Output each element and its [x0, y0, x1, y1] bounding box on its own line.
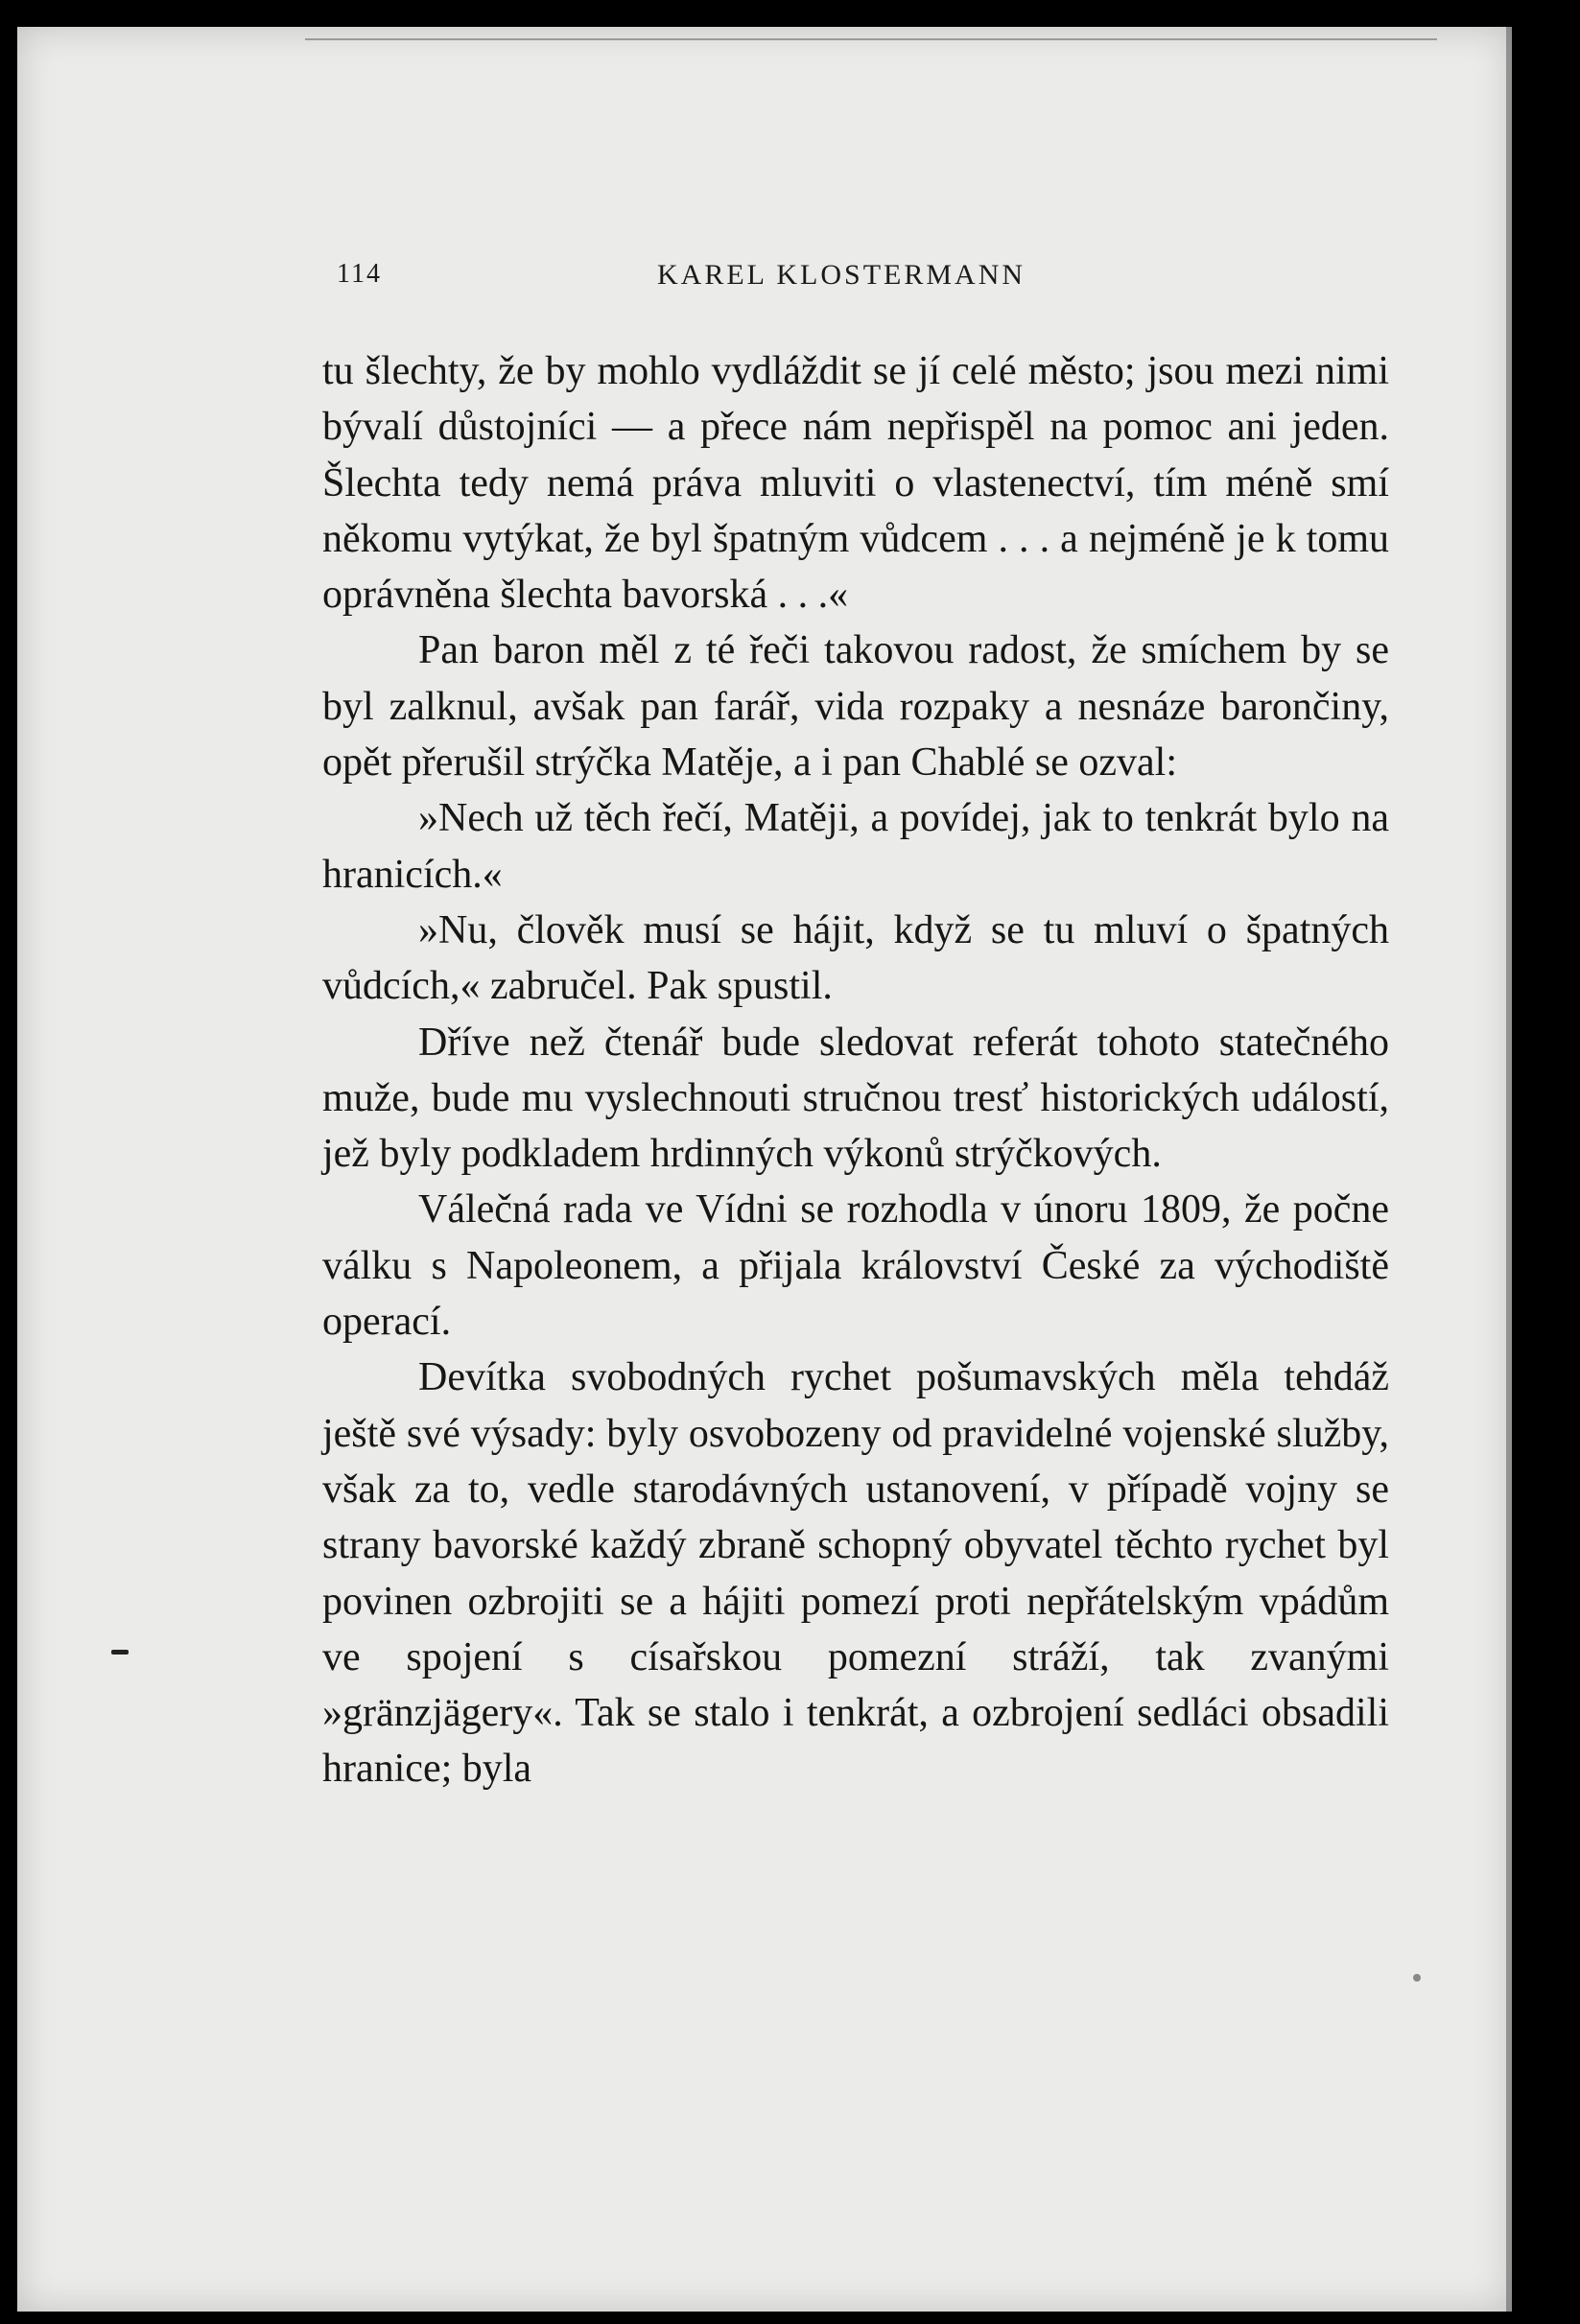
speck: [1413, 1974, 1421, 1982]
paragraph: Pan baron měl z té řeči takovou radost, že smíchem by se byl zalknul, avšak pan farář, vida rozpaky a nesnáze barončiny, opět přerušil strýčka Matěje, a i pan Chablé se ozval:: [322, 628, 1389, 786]
paragraph: »Nech už těch řečí, Matěji, a povídej, jak to tenkrát bylo na hranicích.«: [322, 796, 1389, 897]
paragraph: Válečná rada ve Vídni se rozhodla v únoru 1809, že počne válku s Napoleonem, a přijala království České za východiště operací.: [322, 1187, 1389, 1345]
body-text: [322, 343, 1389, 1797]
top-edge-rule: [305, 38, 1437, 40]
page-number: 114: [337, 259, 382, 289]
page-header: [319, 259, 1413, 297]
paragraph: »Nu, člověk musí se hájit, když se tu mluví o špatných vůdcích,« zabručel. Pak spustil.: [322, 907, 1389, 1009]
paragraph: Devítka svobodných rychet pošumavských měla tehdáž ještě své výsady: byly osvobozeny od pravidelné vojenské služby, však za to, vedle starodávných ustanovení, v případě vojny se strany bavorské každý zbraně schopný obyvatel těchto rychet byl povinen ozbrojiti se a hájiti pomezí proti nepřátelským vpádům ve spojení s císařskou pomezní stráží, tak zvanými »gränzjägery«. Tak se stalo i tenkrát, a ozbrojení sedláci obsadili hranice; byla: [322, 1355, 1389, 1792]
running-head: KAREL KLOSTERMANN: [657, 259, 1026, 291]
paragraph: Dříve než čtenář bude sledovat referát tohoto statečného muže, bude mu vyslechnouti stručnou tresť historických událostí, jež byly podkladem hrdinných výkonů strýčkových.: [322, 1020, 1389, 1177]
book-page: [17, 27, 1512, 2312]
page-right-edge: [1506, 27, 1512, 2312]
paragraph: tu šlechty, že by mohlo vydláždit se jí celé město; jsou mezi nimi bývalí důstojníci — a přece nám nepřispěl na pomoc ani jeden. Šlechta tedy nemá práva mluviti o vlastenectví, tím méně smí někomu vytýkat, že byl špatným vůdcem . . . a nejméně je k tomu oprávněna šlechta bavorská . . .«: [322, 349, 1389, 618]
margin-mark: [111, 1650, 129, 1655]
